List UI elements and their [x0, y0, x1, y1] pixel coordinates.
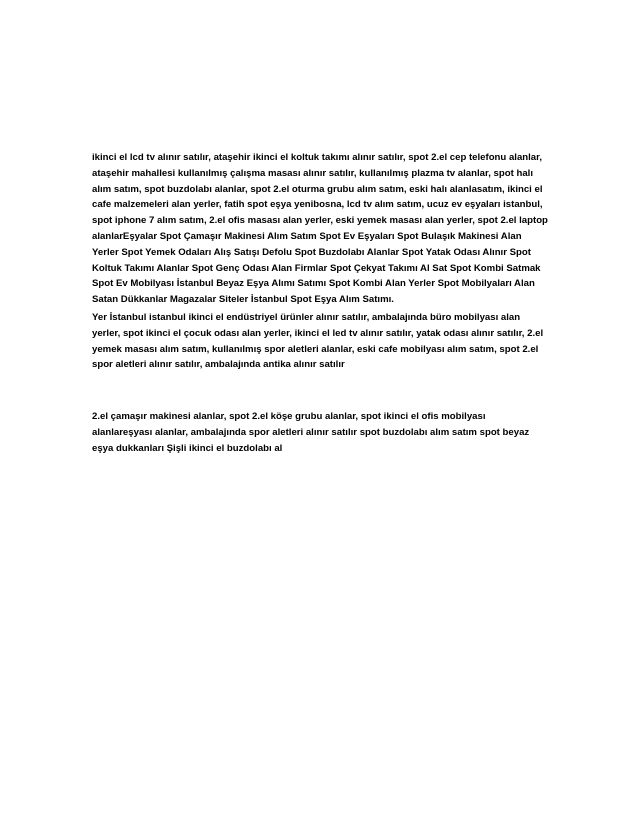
paragraph-2: Yer İstanbul istanbul ikinci el endüstriyel ürünler alınır satılır, ambalajında büro mobilyası alan yerler, spot ikinci el çocuk odası alan yerler, ikinci el led tv alınır satılır, yatak odası alınır satılır, 2.el yemek masası alım satım, kullanılmış spor aletleri alanlar, eski cafe mobilyası alım satım, spot 2.el spor aletleri alınır satılır, ambalajında antika alınır satılır	[92, 311, 544, 371]
paragraph-3: 2.el çamaşır makinesi alanlar, spot 2.el köşe grubu alanlar, spot ikinci el ofis mobilyası alanlareşyası alanlar, ambalajında spor aletleri alınır satılır spot buzdolabı alım satım spot beyaz eşya dukkanları Şişli ikinci el buzdolabı al	[92, 411, 530, 454]
blank-space	[92, 373, 548, 409]
paragraph-1: ikinci el lcd tv alınır satılır, ataşehir ikinci el koltuk takımı alınır satılır, spot 2.el cep telefonu alanlar, ataşehir mahallesi kullanılmış çalışma masası alınır satılır, kullanılmış plazma tv alanlar, spot halı alım satım, spot buzdolabı alanlar, spot 2.el oturma grubu alım satım, eski halı alanlasatım, ikinci el cafe malzemeleri alan yerler, fatih spot eşya yenibosna, lcd tv alım satım, ucuz ev eşyaları istanbul, spot iphone 7 alım satım, 2.el ofis masası alan yerler, eski yemek masası alan yerler, spot 2.el laptop alanlarEşyalar Spot Çamaşır Makinesi Alım Satım Spot Ev Eşyaları Spot Bulaşık Makinesi Alan Yerler Spot Yemek Odaları Alış Satışı Defolu Spot Buzdolabı Alanlar Spot Yatak Odası Alınır Spot Koltuk Takımı Alanlar Spot Genç Odası Alan Firmlar Spot Çekyat Takımı Al Sat Spot Kombi Satmak Spot Ev Mobilyası İstanbul Beyaz Eşya Alımı Satımı Spot Kombi Alan Yerler Spot Mobilyaları Alan Satan Dükkanlar Magazalar Siteler İstanbul Spot Eşya Alım Satımı.	[92, 152, 548, 306]
document-body	[92, 150, 548, 457]
